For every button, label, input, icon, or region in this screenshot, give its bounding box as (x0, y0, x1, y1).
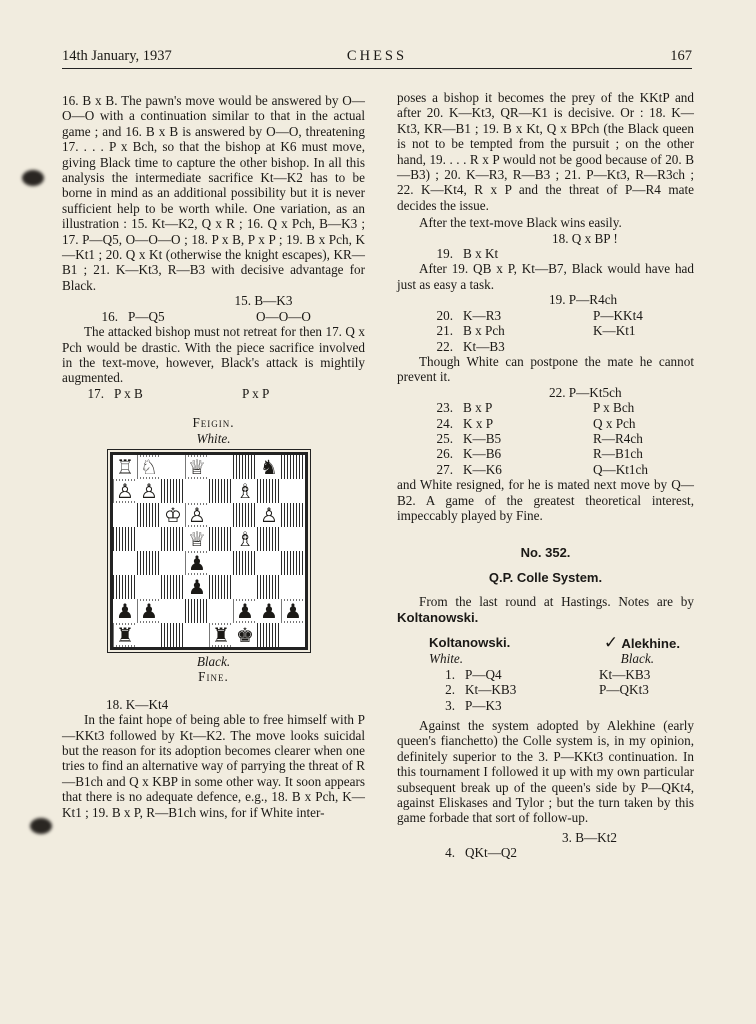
black-label: Black. (620, 651, 654, 667)
board-square (257, 479, 281, 503)
move-line: 15. B—K3 (234, 293, 293, 309)
move-line: 18. K—Kt4 (106, 696, 169, 712)
board-square (137, 455, 161, 479)
board-square (185, 455, 209, 479)
move-row: 1. P—Q4 Kt—KB3 (445, 666, 651, 682)
board-square (137, 623, 161, 647)
chess-piece: ♟ (284, 598, 302, 623)
move-row: 21. B x Pch K—Kt1 (436, 323, 636, 339)
move-row: 17. P x B P x P (87, 385, 270, 401)
move-row: 22. P—Kt5ch (549, 384, 622, 400)
move-row: 19. P—R4ch (549, 292, 618, 308)
chess-piece: ♙ (116, 478, 134, 503)
board-square (161, 575, 185, 599)
chess-piece: ♚ (236, 622, 254, 647)
move-row: 19. B x Kt (436, 246, 499, 262)
left-column (62, 93, 365, 820)
board-square (281, 527, 305, 551)
board-square (281, 599, 305, 623)
board-square (113, 551, 137, 575)
move-row: 27. K—K6 Q—Kt1ch (436, 461, 648, 477)
board-square (233, 599, 257, 623)
board-square (209, 503, 233, 527)
move-row: 4. QKt—Q2 (445, 845, 518, 861)
board-square (233, 455, 257, 479)
board-square (257, 527, 281, 551)
white-player: Koltanowski. (429, 635, 511, 650)
board-square (209, 575, 233, 599)
chess-piece: ♙ (188, 502, 206, 527)
board-square (233, 551, 257, 575)
board-square (161, 623, 185, 647)
board-square (161, 599, 185, 623)
move-row: 23. B x P P x Bch (436, 400, 635, 416)
page-number: 167 (670, 48, 692, 64)
issue-date: 14th January, 1937 (62, 48, 172, 64)
right-column (397, 90, 694, 861)
board-square (281, 551, 305, 575)
chess-board-diagram (110, 452, 308, 650)
board-square (185, 599, 209, 623)
move-row: 26. K—B6 R—B1ch (436, 446, 643, 462)
opening-title: Q.P. Colle System. (488, 569, 603, 585)
board-square (137, 503, 161, 527)
chess-piece: ♟ (188, 574, 206, 599)
board-square (113, 599, 137, 623)
board-square (233, 623, 257, 647)
move-line: 3. B—Kt2 (562, 829, 617, 845)
game-number: No. 352. (520, 545, 571, 561)
chess-piece: ♜ (212, 622, 230, 647)
chess-piece: ♙ (140, 478, 158, 503)
chess-piece: ♟ (236, 598, 254, 623)
board-square (233, 527, 257, 551)
board-square (281, 479, 305, 503)
move-line: 18. Q x BP ! (552, 230, 618, 246)
board-square (281, 455, 305, 479)
analysis-paragraph: and White resigned, for he is mated next move by Q—B2. A game of the greatest theoretical interest, impeccably played by Fine. (397, 477, 694, 523)
board-square (233, 575, 257, 599)
analysis-paragraph: poses a bishop it becomes the prey of the KKtP and after 20. K—Kt3, QR—K1 is decisive. Or : 18. K—Kt3, KR—B1 ; 19. B x Kt, Q x BPch (the Black queen is not to be tempted from the pursuit ; on the other hand, 19. . . . R x P would not be good because of 20. B—B3) ; 20. K—R3, R—B3 ; 21. P—Kt3, R—R3ch ; 22. K—Kt4, R x P and the threat of P—R4 mate decides the issue. (397, 90, 694, 213)
board-square (113, 527, 137, 551)
chess-piece: ♞ (260, 454, 278, 479)
board-square (113, 575, 137, 599)
analysis-paragraph: Though White can postpone the mate he cannot prevent it. (397, 353, 694, 385)
board-square (113, 623, 137, 647)
chess-piece: ♟ (116, 598, 134, 623)
board-square (161, 527, 185, 551)
white-label: White. (429, 651, 464, 667)
chess-piece: ♟ (140, 598, 158, 623)
magazine-title: CHESS (346, 48, 408, 64)
chess-piece: ♘ (140, 454, 158, 479)
move-list (397, 292, 694, 354)
analysis-paragraph: Against the system adopted by Alekhine (early queen's fianchetto) the Colle system is, in my opinion, definitely superior to the 3. P—KKt3 continuation. In this tournament I followed it up with my own particular subsequent break up of the queen's side by P—QKt4, against Eliskases and Tylor ; but the turn taken by this game forbade that sort of follow-up. (397, 718, 694, 826)
chess-piece: ♙ (260, 502, 278, 527)
board-square (137, 527, 161, 551)
board-square (281, 623, 305, 647)
board-square (113, 479, 137, 503)
board-square (161, 551, 185, 575)
analysis-paragraph: After the text-move Black wins easily. (419, 215, 622, 231)
chess-piece: ♕ (188, 526, 206, 551)
punch-hole (30, 818, 52, 834)
board-square (137, 599, 161, 623)
board-square (257, 551, 281, 575)
move-row: 16. P—Q5 O—O—O (101, 308, 311, 324)
board-square (233, 479, 257, 503)
move-list (397, 385, 694, 477)
move-row: 22. Kt—B3 (436, 338, 505, 354)
chess-piece: ♜ (116, 622, 134, 647)
diagram-bottom-name: Fine. (198, 669, 229, 685)
chess-piece: ♔ (164, 502, 182, 527)
chess-piece: ♟ (260, 598, 278, 623)
board-square (257, 575, 281, 599)
board-square (137, 479, 161, 503)
chess-piece: ♟ (188, 550, 206, 575)
board-square (281, 503, 305, 527)
analysis-paragraph: 16. B x B. The pawn's move would be answered by O—O—O with a continuation similar to that in the actual game ; and 16. B x B is answered by O—O, threatening 17. . . . P x Bch, so that the bishop at K6 must move, giving Black time to capture the other bishop. In all this analysis the intermediate sacrifice Kt—K2 has to be borne in mind as an additional possibility but it is never sufficient help to be worth while. One variation, as an illustration : 15. Kt—K2, Q x R ; 16. Q x Pch, B—K3 ; 17. P—Q5, O—O—O ; 18. P x B, P x P ; 19. B x Pch, K—Kt1 ; 20. Q x Kt (otherwise the knight escapes), KR—B1 ; 21. K—Kt3, R—B3 with decisive advantage for Black. (62, 93, 365, 293)
colors-row (397, 651, 694, 666)
black-player: Alekhine. (621, 636, 680, 651)
check-mark: ✓ (603, 633, 619, 652)
board-square (209, 599, 233, 623)
board-square (161, 503, 185, 527)
board-square (257, 599, 281, 623)
board-square (185, 479, 209, 503)
move-list (397, 667, 694, 713)
analysis-paragraph: After 19. QB x P, Kt—B7, Black would have had just as easy a task. (397, 261, 694, 292)
board-square (281, 575, 305, 599)
chess-piece: ♕ (188, 454, 206, 479)
move-row: 25. K—B5 R—R4ch (436, 430, 643, 446)
board-square (257, 623, 281, 647)
diagram-bottom-color: Black. (196, 653, 231, 669)
board-square (137, 551, 161, 575)
analysis-paragraph: The attacked bishop must not retreat for then 17. Q x Pch would be drastic. With the piece sacrifice involved in the text-move, however, Black's attack is mightily augmented. (62, 324, 365, 386)
diagram-top-color: White. (196, 430, 231, 446)
board-square (185, 551, 209, 575)
board-square (113, 503, 137, 527)
players-row (397, 635, 694, 651)
board-square (209, 551, 233, 575)
analysis-paragraph: In the faint hope of being able to free himself with P—KKt3 followed by Kt—K2. The move looks suicidal but the reason for its adoption becomes clearer when one tries to find an alternative way of parrying the threat of R—B1ch and Q x KBP in some other way. It soon appears that there is no adequate defence, e.g., 18. B x Pch, K—Kt1 ; 19. B x P, R—B1ch wins, for if White inter- (62, 712, 365, 820)
chess-piece: ♗ (236, 478, 254, 503)
move-row: 24. K x P Q x Pch (436, 415, 636, 431)
diagram-top-name: Feigin. (192, 415, 235, 431)
board-square (209, 479, 233, 503)
board-square (233, 503, 257, 527)
board-square (113, 455, 137, 479)
board-square (209, 455, 233, 479)
board-square (185, 503, 209, 527)
board-square (185, 527, 209, 551)
board-square (137, 575, 161, 599)
board-square (161, 479, 185, 503)
board-square (209, 527, 233, 551)
board-square (209, 623, 233, 647)
move-row: 2. Kt—KB3 P—QKt3 (445, 682, 649, 698)
board-square (257, 503, 281, 527)
page-header (62, 46, 692, 69)
board-square (257, 455, 281, 479)
move-row: 3. P—K3 (445, 697, 502, 713)
punch-hole (22, 170, 44, 186)
chess-piece: ♗ (236, 526, 254, 551)
board-square (161, 455, 185, 479)
board-square (185, 623, 209, 647)
game-intro: From the last round at Hastings. Notes are by Koltanowski. (397, 594, 694, 625)
move-row: 20. K—R3 P—KKt4 (436, 307, 643, 323)
chess-piece: ♖ (116, 454, 134, 479)
board-square (185, 575, 209, 599)
